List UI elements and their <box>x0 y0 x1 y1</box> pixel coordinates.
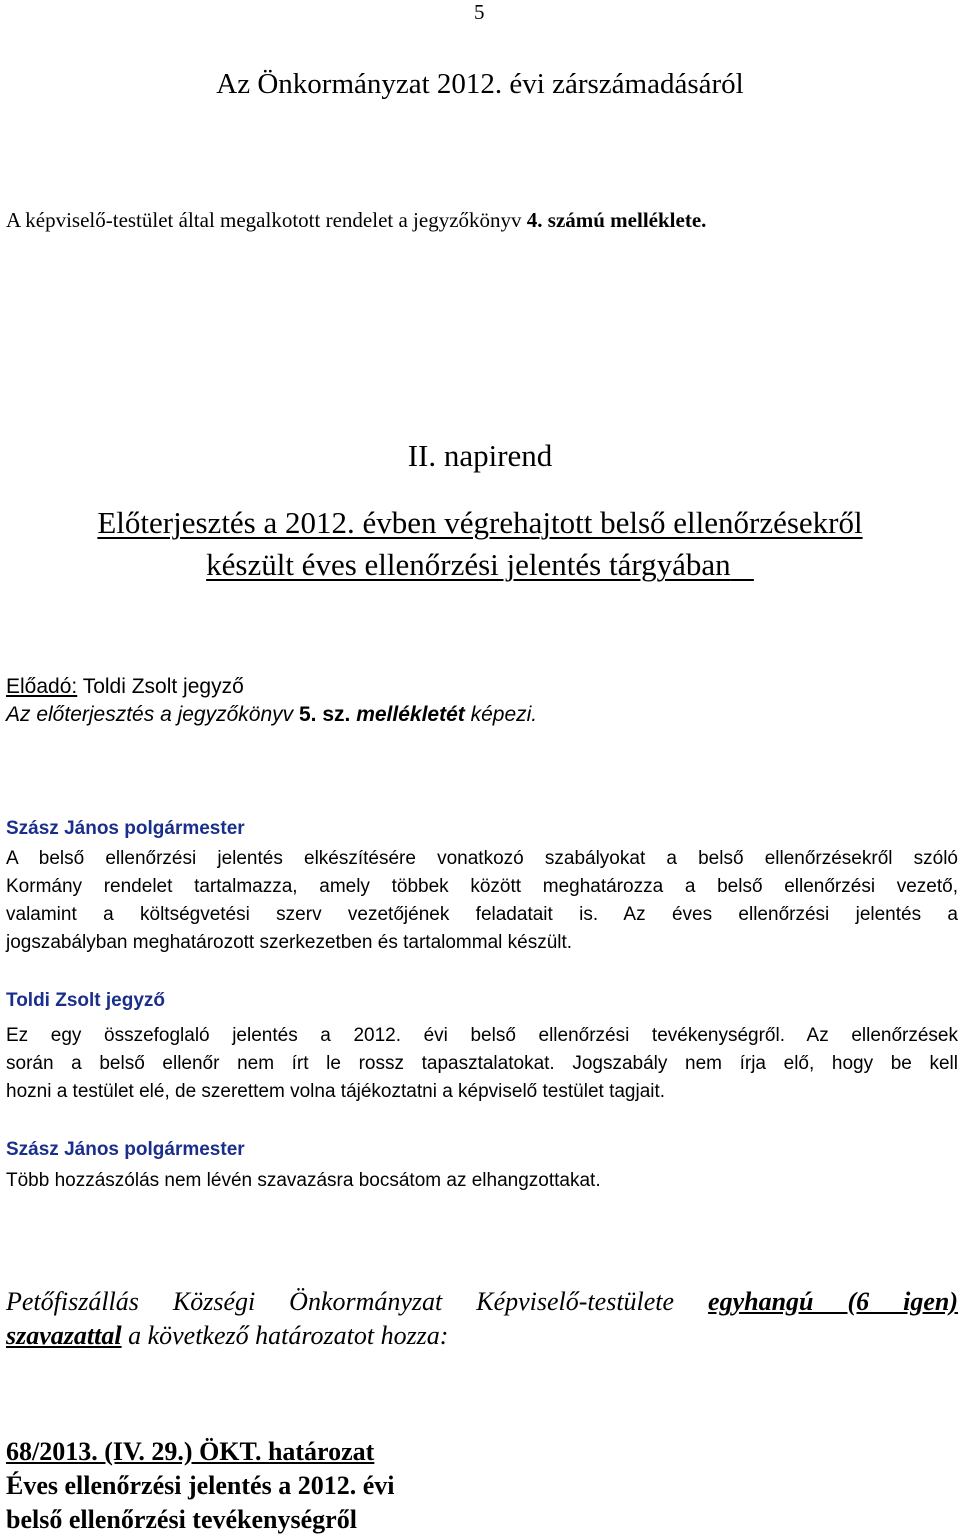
speech-paragraph <box>6 1022 958 1106</box>
intro-bold: 4. számú melléklete. <box>526 208 707 232</box>
speech-line: jogszabályban meghatározott szerkezetben és tartalommal készült. <box>6 932 573 953</box>
speech-line: Ez egy összefoglaló jelentés a 2012. évi belső ellenőrzési tevékenységről. Az ellenőrzések <box>6 1025 958 1046</box>
speech-line: Több hozzászólás nem lévén szavazásra bocsátom az elhangzottakat. <box>6 1170 601 1191</box>
vote-line1-text: Petőfiszállás Községi Önkormányzat Képviselő-testülete <box>6 1287 709 1316</box>
agenda-title-line2-text: készült éves ellenőrzési jelentés tárgyában <box>206 547 731 582</box>
vote-line1-bold: egyhangú (6 igen) <box>708 1287 958 1316</box>
intro-sentence <box>6 208 706 233</box>
agenda-title-underline-tail <box>731 547 754 582</box>
speech-paragraph <box>6 1167 958 1195</box>
speaker-name: Szász János polgármester <box>6 1139 245 1160</box>
presenter-name: Toldi Zsolt jegyző <box>77 675 244 698</box>
speech-line: A belső ellenőrzési jelentés elkészítésére vonatkozó szabályokat a belső ellenőrzésekről szóló <box>6 848 958 869</box>
note-suffix: képezi. <box>464 703 538 726</box>
vote-line2-text: a következő határozatot hozza: <box>121 1321 449 1350</box>
resolution-number-text: 68/2013. (IV. 29.) ÖKT. határozat <box>6 1437 375 1466</box>
resolution-number <box>6 1437 374 1467</box>
note-bold2: mellékletét <box>356 703 465 726</box>
presenter-label: Előadó: <box>6 675 78 698</box>
speech-line: során a belső ellenőr nem írt le rossz tapasztalatokat. Jogszabály nem írja elő, hogy be kell <box>6 1053 958 1074</box>
agenda-title-line1 <box>0 505 960 541</box>
vote-statement <box>6 1285 958 1353</box>
intro-text: A képviselő-testület által megalkotott rendelet a jegyzőkönyv <box>6 208 527 232</box>
note-prefix: Az előterjesztés a jegyzőkönyv <box>6 703 299 726</box>
resolution-title-line1: Éves ellenőrzési jelentés a 2012. évi <box>6 1471 395 1500</box>
page-number: 5 <box>474 0 485 24</box>
speaker-name: Szász János polgármester <box>6 818 245 839</box>
resolution-title-line2: belső ellenőrzési tevékenységről <box>6 1505 357 1534</box>
speaker-name: Toldi Zsolt jegyző <box>6 990 166 1011</box>
speech-line: Kormány rendelet tartalmazza, amely többek között meghatározza a belső ellenőrzési vezető, <box>6 876 958 897</box>
speech-paragraph <box>6 845 958 957</box>
vote-line2 <box>6 1319 958 1353</box>
agenda-number: II. napirend <box>407 438 553 473</box>
note-bold1: 5. sz. <box>298 703 351 726</box>
speech-line: valamint a költségvetési szerv vezetőjének feladatait is. Az éves ellenőrzési jelentés a <box>6 904 958 925</box>
vote-line1 <box>6 1285 958 1319</box>
section-heading: Az Önkormányzat 2012. évi zárszámadásáról <box>216 68 744 100</box>
vote-line2-bold: szavazattal <box>6 1321 122 1350</box>
attachment-note <box>6 703 537 727</box>
agenda-title-line2 <box>0 547 960 583</box>
speech-line: hozni a testület elé, de szerettem volna tájékoztatni a képviselő testület tagjait. <box>6 1081 666 1102</box>
agenda-title-line1-text: Előterjesztés a 2012. évben végrehajtott belső ellenőrzésekről <box>97 505 863 540</box>
presenter-line <box>6 675 244 699</box>
